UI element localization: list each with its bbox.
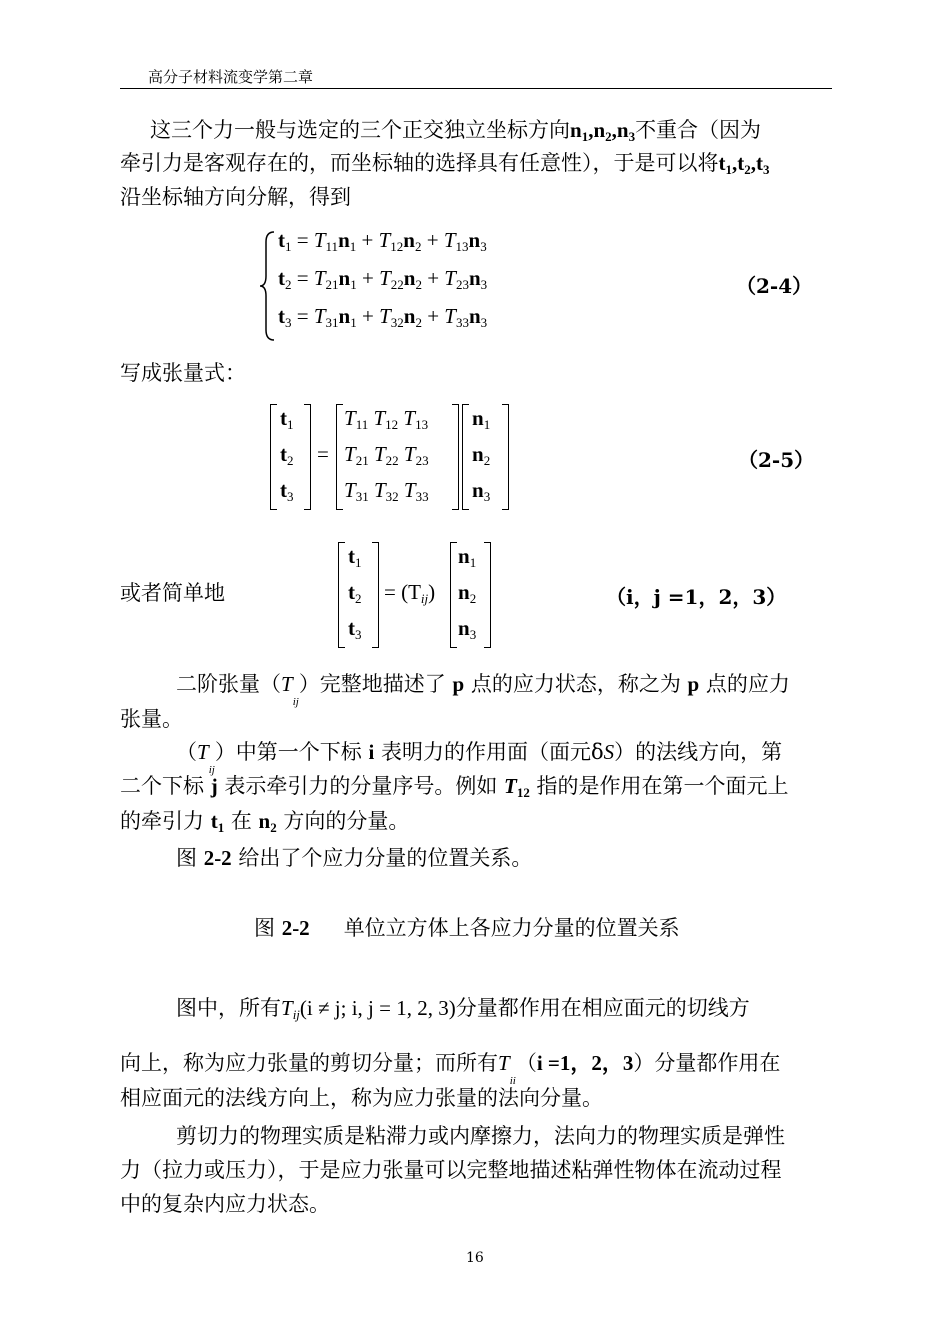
para1-line1: 这三个力一般与选定的三个正交独立坐标方向$n_1,n_2,n_3$不重合（因为 — [150, 118, 762, 144]
vector-n1: $n_1,n_2,n_3$ — [570, 118, 636, 144]
simple-condition: （i，j =1，2，3） — [606, 585, 787, 609]
eq24-row3: $t_3 = T_{31}n_1 + T_{32}n_2 + T_{33}n_3$ — [278, 304, 488, 330]
eq-number-2-4: （2-4） — [736, 274, 813, 298]
para3-line2: 二个下标 j 表示牵引力的分量序号。例如 $T_{12}$ 指的是作用在第一个面元上 — [120, 774, 789, 800]
eq24-row1: $t_1 = T_{11}n_1 + T_{12}n_2 + T_{13}n_3$ — [278, 228, 487, 254]
para2-line2: 张量。 — [120, 707, 183, 731]
para2-line1: 二阶张量$(T_{ij})$完整地描述了 p 点的应力状态，称之为 p 点的应力 — [176, 672, 790, 708]
header-rule — [120, 88, 832, 89]
figure-caption: 图 2-2 单位立方体上各应力分量的位置关系 — [254, 916, 680, 940]
simple-label: 或者简单地 — [120, 581, 225, 605]
para5-line2: 向上，称为应力张量的剪切分量；而所有$T_{ii}(i =1$，2，3）分量都作用在 — [120, 1051, 781, 1087]
para6-line1: 剪切力的物理实质是粘滞力或内摩擦力，法向力的物理实质是弹性 — [176, 1124, 785, 1148]
eq-number-2-5: （2-5） — [738, 448, 815, 472]
left-brace — [258, 230, 278, 342]
equation-2-5: $t_1$ $t_2$ $t_3$ = $T_{11}$ $T_{12}$ $T_{13}$ $T_{21}$ $T_{22}$ $T_{23}$ $T_{31}$ $T_{32}$ $T_{33}$ $n_1$ $n_2$ $n_3$ — [270, 404, 520, 514]
para1-line2: 牵引力是客观存在的，而坐标轴的选择具有任意性），于是可以将$t_1,t_2,t_3$ — [120, 151, 770, 177]
para1-line3: 沿坐标轴方向分解，得到 — [120, 185, 351, 209]
eq24-row2: $t_2 = T_{21}n_1 + T_{22}n_2 + T_{23}n_3$ — [278, 266, 488, 292]
para6-line2: 力（拉力或压力），于是应力张量可以完整地描述粘弹性物体在流动过程 — [120, 1158, 782, 1182]
page-number: 16 — [466, 1250, 484, 1266]
vector-t: $t_1,t_2,t_3$ — [718, 151, 770, 177]
running-header: 高分子材料流变学第二章 — [148, 68, 314, 86]
para5-line3: 相应面元的法线方向上，称为应力张量的法向分量。 — [120, 1086, 603, 1110]
para5-line1: 图中，所有$T_{ij}(i \ne j$; i, j = 1, 2, 3)分量都作用在相应面元的切线方 — [176, 996, 750, 1022]
para6-line3: 中的复杂内应力状态。 — [120, 1192, 330, 1216]
para4: 图 2-2 给出了个应力分量的位置关系。 — [176, 846, 533, 870]
para3-line1: $(T_{ij})$中第一个下标 i 表明力的作用面（面元δS）的法线方向，第 — [176, 740, 783, 776]
tensor-intro: 写成张量式： — [120, 361, 246, 385]
para3-line3: 的牵引力 $t_1$ 在 $n_2$ 方向的分量。 — [120, 809, 410, 835]
equation-simple: $t_1$ $t_2$ $t_3$ = $(T_{ij})$ $n_1$ $n_2$ $n_3$ — [338, 542, 498, 652]
